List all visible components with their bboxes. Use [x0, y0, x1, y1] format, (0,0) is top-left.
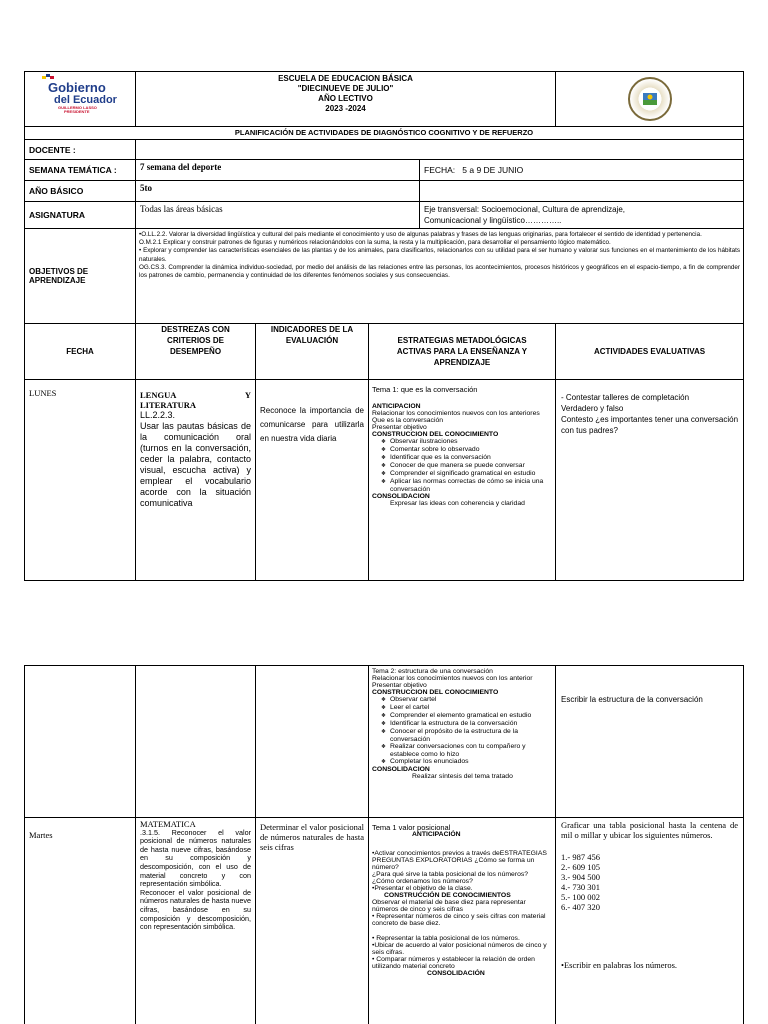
number-item: 3.- 904 500 — [561, 872, 600, 882]
activity-item: Verdadero y falso — [561, 404, 624, 413]
ant-text: Relacionar los conocimientos nuevos con los anteriores — [372, 410, 540, 417]
empty-fecha — [25, 666, 136, 818]
school-name: ESCUELA DE EDUCACION BÁSICA — [278, 74, 413, 83]
docente-value — [136, 140, 744, 160]
objective-item: O.M.2.1 Explicar y construir patrones de figuras y numéricos relacionándolos con la suma, la resta y la multiplicación, para desarrollar el pensamiento lógico matemático. — [139, 239, 611, 247]
number-item: 2.- 609 105 — [561, 862, 600, 872]
objective-item: •O.LL.2.2. Valorar la diversidad lingüística y cultural del país mediante el conocimiento y uso de algunas palabras y frases de las lenguas originarias, para fortalecer el sentido de identidad y pertenencia. — [139, 231, 702, 238]
school-sub: "DIECINUEVE DE JULIO" — [297, 84, 394, 93]
objective-item: OG.CS.3. Comprender la dinámica individuo-sociedad, por medio del análisis de las relaciones entre las personas, los acontecimientos, procesos históricos y geográficos en el espacio-tiempo, a fin de comprender los patrones de cambio, permanencia y continuidad de los diferentes fenómenos sociales y sus consecuencias. — [139, 263, 741, 280]
activity-item: Contesto ¿es importantes tener una conversación con tus padres? — [561, 415, 739, 435]
number-item: 4.- 730 301 — [561, 882, 600, 892]
destreza-code: .3.1.5. Reconocer el valor posicional de números naturales de hasta nueve cifras, basándose en su composición y descomposición, con el uso de material concreto y con representación simbólica. — [140, 827, 251, 889]
list-item: ❖ Observar cartel — [390, 696, 552, 704]
fecha-label: FECHA: — [424, 165, 456, 175]
list-item: ❖ Observar ilustraciones — [390, 438, 552, 446]
logo-cell — [25, 72, 136, 127]
construccion-heading: CONSTRUCCION DEL CONOCIMIENTO — [372, 689, 499, 696]
activity-final: •Escribir en palabras los números. — [561, 960, 678, 970]
cons-item: • Representar la tabla posicional de los números. — [372, 935, 520, 942]
consolidacion-text: Realizar síntesis del tema tratado — [412, 773, 513, 780]
fecha-value: 5 a 9 DE JUNIO — [462, 165, 524, 175]
tema2-title: Tema 2: estructura de una conversación — [372, 668, 493, 675]
number-item: 6.- 407 320 — [561, 902, 600, 912]
anticipacion-heading: ANTICIPACION — [372, 403, 421, 410]
subject-literatura: LITERATURA — [140, 400, 197, 410]
fecha-cell — [420, 160, 744, 181]
consolidacion-text: Expresar las ideas con coherencia y claridad — [390, 500, 525, 507]
actividades-martes — [556, 818, 744, 1024]
cons-item: •Ubicar de acuerdo al valor posicional números de cinco y seis cifras. — [372, 942, 547, 956]
col-fecha: FECHA — [25, 324, 136, 380]
ant-item: ¿Cómo ordenamos los números? — [372, 878, 473, 885]
estrategia-lunes — [369, 380, 556, 581]
cons-item: • Comparar números y establecer la relación de orden utilizando material concreto — [372, 956, 535, 970]
list-item: ❖ Comprender el elemento gramatical en estudio — [390, 712, 552, 720]
eje-transversal — [420, 202, 744, 229]
asignatura-value: Todas las áreas básicas — [136, 202, 420, 229]
day-martes: Martes — [25, 818, 136, 1024]
plan-title: PLANIFICACIÓN DE ACTIVIDADES DE DIAGNÓSTICO COGNITIVO Y DE REFUERZO — [25, 127, 744, 140]
ano-empty — [420, 181, 744, 202]
ant-item: ¿Para qué sirve la tabla posicional de los números? — [372, 871, 529, 878]
eje-line-2: Comunicacional y lingüístico………….. — [424, 216, 562, 225]
number-item: 5.- 100 002 — [561, 892, 600, 902]
ano-label: AÑO BÁSICO — [25, 181, 136, 202]
estrategia-martes — [369, 818, 556, 1024]
ecuador-flag-icon — [40, 72, 120, 116]
consolidacion-heading: CONSOLIDACION — [372, 493, 430, 500]
col-estrategias: ESTRATEGIAS METADOLÓGICAS ACTIVAS PARA LA ENSEÑANZA Y APRENDIZAJE — [369, 324, 556, 380]
actividad-tema2: Escribir la estructura de la conversación — [556, 666, 744, 818]
school-header — [136, 72, 556, 127]
subject-matematica: MATEMATICA — [140, 819, 196, 829]
ant-item: •Presentar el objetivo de la clase. — [372, 885, 473, 892]
ant-text: Que es la conversación — [372, 417, 444, 424]
cons-item: • Representar números de cinco y seis cifras con material concreto de base diez. — [372, 913, 546, 927]
empty-indicador — [256, 666, 369, 818]
number-item: 1.- 987 456 — [561, 852, 600, 862]
subject-y: Y — [244, 390, 251, 400]
destreza-lunes — [136, 380, 256, 581]
seal-cell — [556, 72, 744, 127]
logo-text-2: del Ecuador — [54, 94, 117, 106]
ant-text: Presentar objetivo — [372, 424, 427, 431]
objective-item: • Explorar y comprender las características esenciales de las plantas y de los animales, para clasificarlos, relacionarlos con su utilidad para el ser humano y valorar sus funciones en el mantenimiento de los hábitats naturales. — [139, 247, 741, 263]
logo-text-3: GUILLERMO LASSO — [58, 105, 97, 110]
list-item: ❖ Identificar que es la conversación — [390, 454, 552, 462]
col-destrezas: DESTREZAS CON CRITERIOS DE DESEMPEÑO — [136, 324, 256, 380]
indicador-lunes: Reconoce la importancia de comunicarse para utilizarla en nuestra vida diaria — [256, 380, 369, 581]
subject-lengua: LENGUA — [140, 390, 177, 400]
indicador-martes: Determinar el valor posicional de números naturales de hasta seis cifras — [256, 818, 369, 1024]
actividades-lunes — [556, 380, 744, 581]
tema-martes: Tema 1 valor posicional — [372, 823, 451, 832]
tema-lunes: Tema 1: que es la conversación — [372, 385, 478, 394]
year-label: AÑO LECTIVO — [318, 94, 373, 103]
logo-text-1: Gobierno — [48, 80, 106, 95]
school-year: 2023 -2024 — [325, 104, 366, 113]
consolidacion-heading: CONSOLIDACION — [372, 766, 430, 773]
eje-line-1: Eje transversal: Socioemocional, Cultura de aprendizaje, — [424, 205, 625, 214]
tema2-text: Relacionar los conocimientos nuevos con los anterior — [372, 675, 533, 682]
empty-destreza — [136, 666, 256, 818]
activity-intro: Graficar una tabla posicional hasta la centena de mil o millar y ubicar los siguientes números. — [561, 820, 738, 840]
consolidacion-heading: CONSOLIDACIÓN — [427, 970, 485, 977]
construccion-list — [372, 438, 552, 493]
destreza-martes — [136, 818, 256, 1024]
docente-label: DOCENTE : — [25, 140, 136, 160]
estrategia-tema2 — [369, 666, 556, 818]
col-actividades: ACTIVIDADES EVALUATIVAS — [556, 324, 744, 380]
anticipacion-heading: ANTICIPACIÓN — [412, 831, 461, 838]
list-item: ❖ Conocer el propósito de la estructura de la conversación — [390, 728, 552, 743]
construccion-heading: CONSTRUCCION DEL CONOCIMIENTO — [372, 431, 499, 438]
destreza-code: LL.2.2.3. — [140, 410, 176, 420]
construccion-list — [372, 696, 552, 766]
list-item: ❖ Comentar sobre lo observado — [390, 446, 552, 454]
list-item: ❖ Identificar la estructura de la conversación — [390, 720, 552, 728]
list-item: ❖ Leer el cartel — [390, 704, 552, 712]
list-item: ❖ Realizar conversaciones con tu compañero y establece como lo hizo — [390, 743, 552, 758]
construccion-heading: CONSTRUCCIÓN DE CONOCIMIENTOS — [384, 892, 511, 899]
day-lunes: LUNES — [25, 380, 136, 581]
semana-label: SEMANA TEMÁTICA : — [25, 160, 136, 181]
tema2-text: Presentar objetivo — [372, 682, 427, 689]
school-seal-icon — [628, 77, 672, 121]
list-item: ❖ Completar los enunciados — [390, 758, 552, 766]
semana-value: 7 semana del deporte — [136, 160, 420, 181]
ant-item: •Activar conocimientos previos a través deESTRATEGIAS PREGUNTAS EXPLORATORIAS ¿Cómo se forma un número? — [372, 850, 547, 871]
ano-value: 5to — [136, 181, 420, 202]
gobierno-logo — [25, 72, 135, 116]
list-item: ❖ Aplicar las normas correctas de cómo se inicia una conversación — [390, 478, 552, 493]
cons-item: Observar el material de base diez para representar números de cinco y seis cifras — [372, 899, 526, 913]
activity-item: - Contestar talleres de completación — [561, 393, 690, 402]
list-item: ❖ Conocer de que manera se puede conversar — [390, 462, 552, 470]
col-indicadores: INDICADORES DE LA EVALUACIÓN — [256, 324, 369, 380]
logo-text-4: PRESIDENTE — [64, 109, 90, 114]
destreza-text: Reconocer el valor posicional de números naturales de hasta nueve cifras, basándose en su composición y descomposición, con representación simbólica. — [140, 887, 251, 932]
list-item: ❖ Comprender el significado gramatical en estudio — [390, 470, 552, 478]
objetivos-text — [136, 229, 744, 324]
objetivos-label: OBJETIVOS DE APRENDIZAJE — [25, 229, 136, 324]
asignatura-label: ASIGNATURA — [25, 202, 136, 229]
planning-table-page1 — [24, 71, 744, 581]
destreza-text: Usar las pautas básicas de la comunicación oral (turnos en la conversación, ceder la palabra, contacto visual, escucha activa) y emplear el vocabulario acorde con la situación comunicativa — [140, 421, 251, 508]
planning-table-page2 — [24, 665, 744, 1024]
